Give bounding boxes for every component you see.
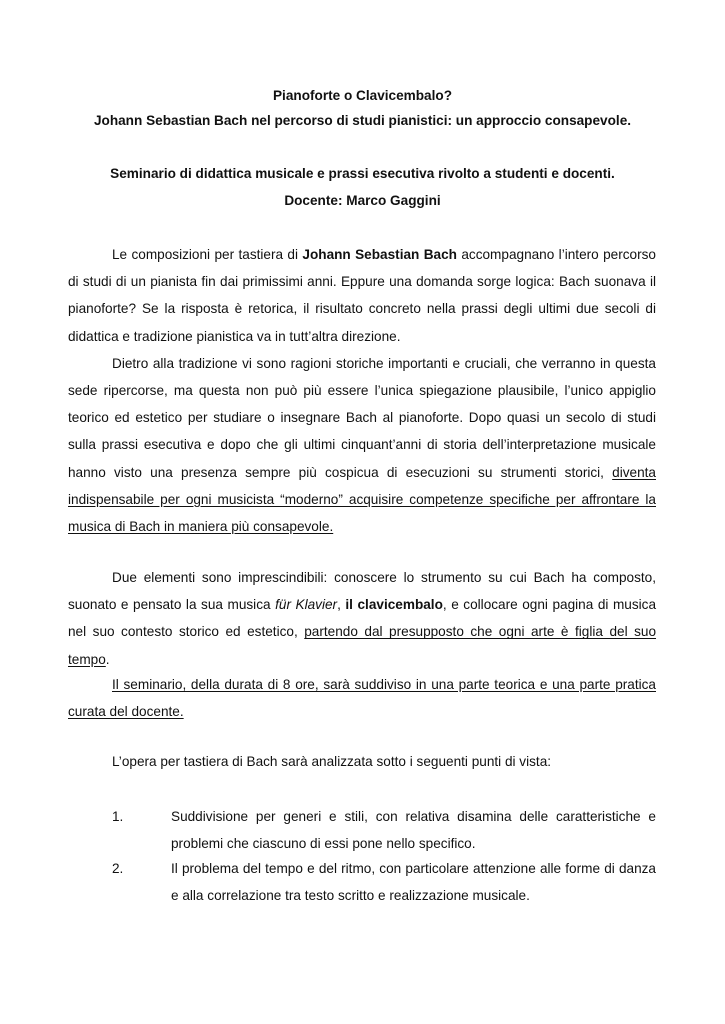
body-section-intro xyxy=(68,241,656,540)
paragraph-3-underlined: partendo dal presupposto che ogni arte è figlia del suo tempo xyxy=(68,624,657,667)
list-item xyxy=(68,804,656,858)
paragraph-2 xyxy=(68,350,656,540)
paragraph-3 xyxy=(68,564,656,673)
paragraph-1-text-b: accompagnano l’intero percorso di studi di un pianista fin dai primissimi anni. Eppure una domanda sorge logica: Bach suonava il pianoforte? Se la risposta è retorica, il risultato concreto nella prassi degli ultimi due secoli di didattica e tradizione pianistica va in tutt’altra direzione. xyxy=(68,247,656,344)
fur-klavier: für Klavier xyxy=(275,597,338,613)
paragraph-1-text-a: Le composizioni per tastiera di xyxy=(112,247,303,262)
paragraph-1 xyxy=(68,241,656,350)
paragraph-3-text-b: , xyxy=(337,597,346,613)
body-section-analysis xyxy=(68,748,656,775)
paragraph-2-text: Dietro alla tradizione vi sono ragioni storiche importanti e cruciali, che verranno in questa sede ripercorse, ma questa non può più essere l’unica spiegazione plausibile, l’unico appiglio teorico ed estetico per studiare o insegnare Bach al pianoforte. Dopo quasi un secolo di studi sulla prassi esecutiva e dopo che gli ultimi cinquant’anni di storia dell’interpretazione musicale hanno visto una presenza sempre più cospicua di esecuzioni su strumenti storici, xyxy=(68,355,656,480)
list-item-text: Il problema del tempo e del ritmo, con particolare attenzione alle forme di danza e alla correlazione tra testo scritto e realizzazione musicale. xyxy=(171,861,656,903)
list-item-text: Suddivisione per generi e stili, con relativa disamina delle caratteristiche e problemi che ciascuno di essi pone nello specifico. xyxy=(171,809,656,851)
paragraph-3-text-c: , e collocare ogni pagina di musica nel suo contesto storico ed estetico, xyxy=(68,597,657,640)
paragraph-5: L’opera per tastiera di Bach sarà analizzata sotto i seguenti punti di vista: xyxy=(112,754,552,769)
paragraph-4 xyxy=(68,671,656,725)
composer-name: Johann Sebastian Bach xyxy=(302,247,457,262)
body-section-duration xyxy=(68,671,656,725)
paragraph-4-underlined: Il seminario, della durata di 8 ore, sarà suddiviso in una parte teorica e una parte pratica curata del docente. xyxy=(68,677,656,720)
paragraph-3-text-a: Due elementi sono imprescindibili: conoscere lo strumento su cui Bach ha composto, suonato e pensato la sua musica xyxy=(68,570,656,613)
document-subtitle: Johann Sebastian Bach nel percorso di studi pianistici: un approccio consapevole. xyxy=(93,113,632,128)
list-item-number: 2. xyxy=(112,861,124,876)
list-item xyxy=(68,856,656,910)
paragraph-2-underlined: diventa indispensabile per ogni musicista “moderno” acquisire competenze specifiche per affrontare la musica di Bach in maniera più consapevole. xyxy=(68,464,656,535)
seminar-description: Seminario di didattica musicale e prassi esecutiva rivolto a studenti e docenti. xyxy=(110,166,615,181)
body-section-elements xyxy=(68,564,656,673)
paragraph-3-text-d: . xyxy=(105,651,110,667)
document-title: Pianoforte o Clavicembalo? xyxy=(272,88,453,103)
teacher-name: Docente: Marco Gaggini xyxy=(284,193,441,208)
clavicembalo: il clavicembalo xyxy=(345,597,443,613)
list-item-number: 1. xyxy=(112,809,124,824)
